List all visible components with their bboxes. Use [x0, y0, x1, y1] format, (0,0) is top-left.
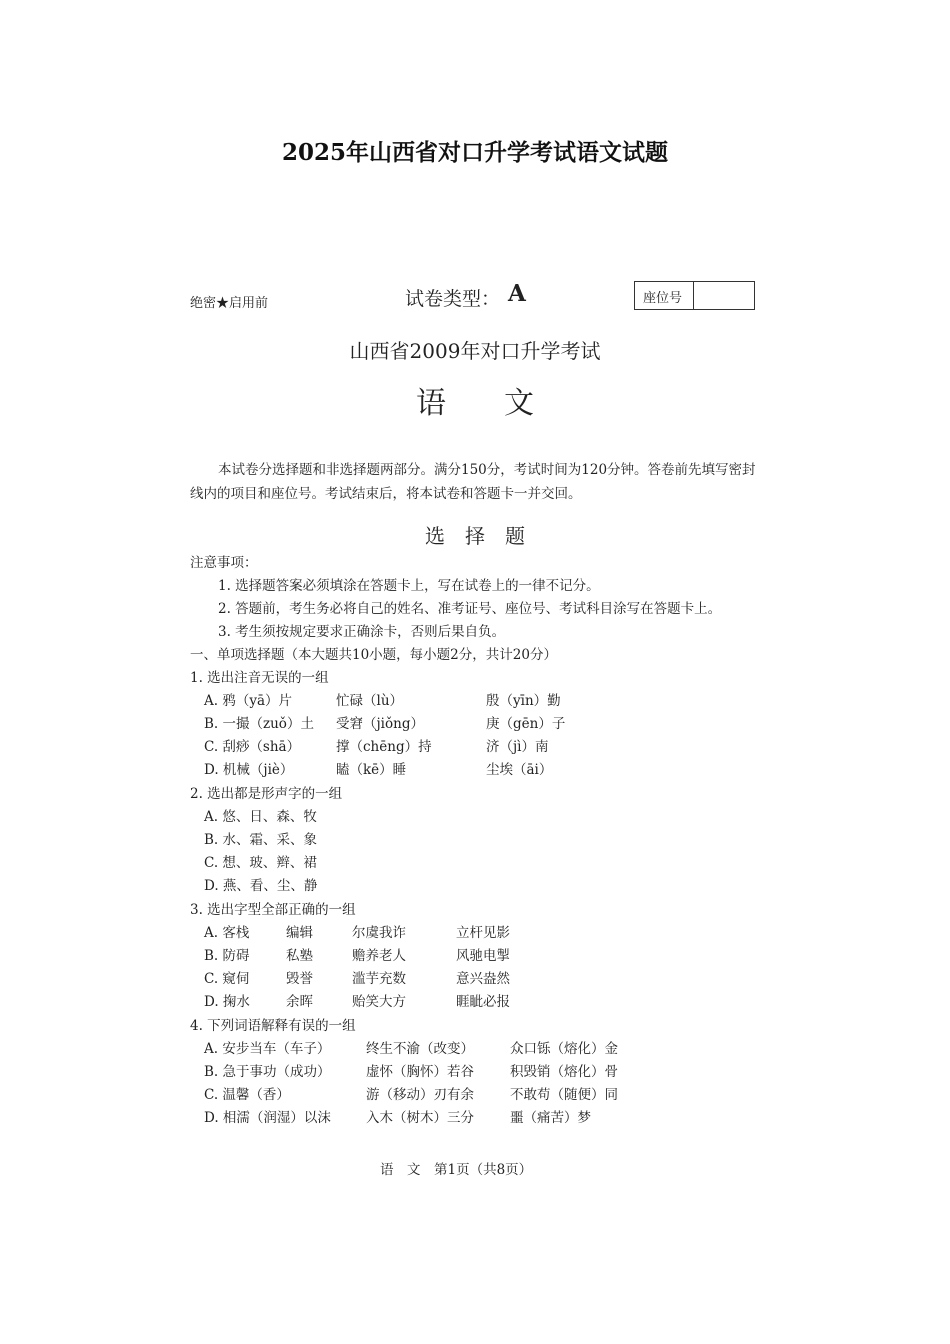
paper-type-label: 试卷类型： — [405, 288, 501, 310]
option-cell: 受窘（jiǒng） — [336, 716, 424, 732]
option-cell: 虚怀（胸怀）若谷 — [366, 1064, 474, 1080]
option-cell: A. 鸦（yā）片 — [204, 693, 293, 709]
option-cell: 余晖 — [286, 994, 313, 1010]
option-cell: D. 机械（jiè） — [204, 762, 294, 778]
secrecy-label: 绝密★启用前 — [190, 296, 269, 311]
option-cell: 睚眦必报 — [456, 994, 510, 1010]
seat-number-label: 座位号 — [643, 291, 683, 306]
option-row — [204, 944, 604, 964]
option-row — [204, 712, 604, 732]
option-cell: 噩（痛苦）梦 — [510, 1110, 591, 1126]
option-cell: 殷（yīn）勤 — [486, 693, 561, 709]
option-cell: 尘埃（āi） — [486, 762, 553, 778]
note-item: 3. 考生须按规定要求正确涂卡，否则后果自负。 — [218, 624, 506, 640]
question-stem: 4. 下列词语解释有误的一组 — [190, 1018, 356, 1034]
option-cell: 众口铄（熔化）金 — [510, 1041, 618, 1057]
option-cell: 赡养老人 — [352, 948, 406, 964]
option-cell: D. 掬水 — [204, 994, 250, 1010]
page-footer: 语 文 第1页（共8页） — [380, 1162, 533, 1178]
question-stem: 2. 选出都是形声字的一组 — [190, 786, 343, 802]
option-cell: 积毁销（熔化）骨 — [510, 1064, 618, 1080]
option-cell: 游（移动）刃有余 — [366, 1087, 474, 1103]
option-row — [204, 967, 604, 987]
option-cell: A. 客栈 — [204, 925, 250, 941]
option-cell: 撑（chēng）持 — [336, 739, 432, 755]
exam-title: 山西省2009年对口升学考试 — [349, 339, 601, 363]
option-cell: 风驰电掣 — [456, 948, 510, 964]
option-cell: A. 安步当车（车子） — [204, 1041, 331, 1057]
option-cell: C. 刮痧（shā） — [204, 739, 301, 755]
exam-instructions: 本试卷分选择题和非选择题两部分。满分150分，考试时间为120分钟。答卷前先填写密封线内的项目和座位号。考试结束后，将本试卷和答题卡一并交回。 — [190, 462, 756, 502]
option-row — [204, 1083, 644, 1103]
question-stem: 1. 选出注音无误的一组 — [190, 670, 329, 686]
option-cell: 济（jì）南 — [486, 739, 549, 755]
option-row: D. 燕、看、尘、静 — [204, 878, 318, 894]
seat-number-divider — [693, 282, 694, 309]
option-row — [204, 758, 604, 778]
subject-title: 语文 — [416, 386, 592, 421]
option-cell: 忙碌（lù） — [336, 693, 404, 709]
option-cell: B. 防碍 — [204, 948, 250, 964]
option-cell: C. 窥伺 — [204, 971, 250, 987]
option-cell: 贻笑大方 — [352, 994, 406, 1010]
seat-number-box — [634, 281, 755, 310]
option-cell: 尔虞我诈 — [352, 925, 406, 941]
paper-type-value: A — [508, 280, 526, 307]
option-row — [204, 735, 604, 755]
option-row — [204, 1037, 644, 1057]
question-stem: 3. 选出字型全部正确的一组 — [190, 902, 356, 918]
option-row — [204, 990, 604, 1010]
option-cell: D. 相濡（润湿）以沫 — [204, 1110, 331, 1126]
note-item: 1. 选择题答案必须填涂在答题卡上，写在试卷上的一律不记分。 — [218, 578, 600, 594]
option-row — [204, 921, 604, 941]
option-row — [204, 689, 604, 709]
option-cell: 滥芋充数 — [352, 971, 406, 987]
option-cell: 瞌（kē）睡 — [336, 762, 407, 778]
note-item: 2. 答题前，考生务必将自己的姓名、准考证号、座位号、考试科目涂写在答题卡上。 — [218, 601, 722, 617]
option-cell: 入木（树木）三分 — [366, 1110, 474, 1126]
option-cell: 庚（gēn）子 — [486, 716, 566, 732]
option-cell: B. 一撮（zuǒ）土 — [204, 716, 314, 732]
notes-title: 注意事项： — [190, 555, 258, 571]
option-cell: 终生不渝（改变） — [366, 1041, 474, 1057]
document-title: 2025年山西省对口升学考试语文试题 — [281, 139, 668, 166]
option-row: B. 水、霜、采、象 — [204, 832, 318, 848]
option-row — [204, 1106, 644, 1126]
option-cell: C. 温馨（香） — [204, 1087, 290, 1103]
option-cell: 私塾 — [286, 948, 313, 964]
option-cell: 立杆见影 — [456, 925, 510, 941]
option-cell: 不敢苟（随便）同 — [510, 1087, 618, 1103]
option-row — [204, 1060, 644, 1080]
option-cell: 毁誉 — [286, 971, 313, 987]
option-cell: 意兴盎然 — [456, 971, 510, 987]
option-cell: 编辑 — [286, 925, 313, 941]
option-row: A. 悠、日、森、牧 — [204, 809, 317, 825]
part-title: 一、单项选择题（本大题共10小题，每小题2分，共计20分） — [190, 647, 557, 663]
option-cell: B. 急于事功（成功） — [204, 1064, 331, 1080]
option-row: C. 想、玻、辫、裙 — [204, 855, 317, 871]
section-heading: 选择题 — [425, 524, 545, 548]
